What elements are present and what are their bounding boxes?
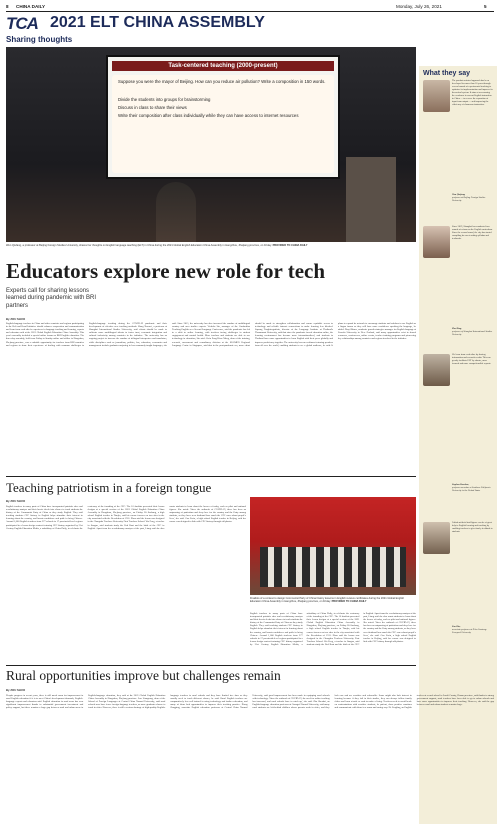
section-heading: Sharing thoughts <box>6 35 73 44</box>
patriotism-article-body: English teachers in many parts of China have incorporated patriotic sites and revolutionary martyrs and their heroic deeds into classes to teach students the history of the Communist Party of China as they study English. They said teaching students CPC history in English helps stimulate their interest in learning about the country, and boosts confidence and pride in being Chinese. Around 1,000 English teachers from 377 schools in 17 provincial-level regions participated in a lesson design contest featuring CPC history organized by 21st Century English Education Media, a subsidiary of China Daily, to celebrate the centenary of the founding of the CPC. The 16 finalists presented their lesson designs at a special session of the 2021 Global English Education China Assembly in Hangzhou, Zhejiang province, on Friday. Bi Jiachang, a high school English teacher in Tianjin, said his course focuses on two sites in the city associated with the Revolution of 1911. Zhou said the lesson was designed in the Changsha Teachers University First Teachers School. Wu Peng, a teacher in Jiangsu, said students study the Red Boat and the birth of the CPC in English. Apart from the revolutionary martyrs of the past, Liang said she also wants students to learn about the heroes of today, such as pilot and national figures. She noted: 'Since the outbreak of COVID-19, there has been an outpouring of patriotism and deep love for the country and the Party among students, as they have seen firsthand how much the CPC cares about people's lives,' she said. Gao Lixin, a high school English teacher in Beijing, said her course was designed to link with CPC history through old photos. <box>6 505 246 530</box>
banner-title: 2021 ELT CHINA ASSEMBLY <box>50 14 265 31</box>
slide-item: Write their composition after class individually while they can have access to internet resources <box>118 113 299 118</box>
portrait-photo <box>423 80 450 112</box>
quote-text: We learn from each other by sharing information and research results. This can greatly facilitate ELT by shorter, more focused and more comprehensible reports. <box>452 354 491 365</box>
quote-name: Zhu Bing, <box>452 328 462 330</box>
main-headline: Educators explore new role for tech <box>6 259 326 283</box>
conference-photo <box>6 47 416 242</box>
main-article-body: English-language teachers in China and other countries and regions participating in the Belt and Road Initiative should enhance cooperation and communication and learn from each other's experience in language teaching and learning, experts and educators said at the 2021 Global English Education China Assembly. This year's assembly included a special online forum on BRI English education. The three-day assembly, held from Friday to Sunday online and offline in Hangzhou, Zhejiang province, was a valuable opportunity for teachers from BRI countries and regions to share their experience of dealing with common challenges in English-language teaching during the COVID-19 pandemic and their development of effective new teaching methods. Wang Xuemei, a professor at Shanghai International Studies University, said efforts should be made to cultivate more multilingual talents to foster trust, economic integration and cultural inclusivity among countries in the initiative. The university has an ongoing project to increase the number of trilingual interpreters and translators, while disciplines such as journalism, politics, law, education, economics and management include graduates majoring in less commonly taught languages, she said. Since 2015, the university has also increased the number of multilingual country and area studies experts. Vicheka Sin, manager of the Cambodian Teaching English as a Second Language Conference, said the pandemic has led to a shift to online learning, with teachers facing challenges in student engagement and mental health. More teachers and students are able to use technology in education, Sin said. Alvin Pang Kiaw Meng, dean of the training, research, assessment and consultancy division at the SEAMEO Regional Language Centre in Singapore, said that in the post-pandemic era, more effort should be made to strengthen collaboration and ensure equitable access to technology and reliable internet connections to make learning less blocked. Supong Tangkiengsirisin, director of the Language Institute at Thailand's Thammasat University, said that since the pandemic forced education online, the learning environment has become more internationalized, and students in Thailand have more opportunities to learn English with their peers globally and improve proficiency together. The university has run webinars featuring speakers from all over the world, enabling students to see a global audience, he said. It plans to expand its network to encourage students and scholars to use English as a lingua franca so they will have more confidence speaking the language, he added. Daryl Birner, academic growth strategies manager for English language at Lincoln University in New Zealand, said many opportunities exist in shared resources, conferences, online events, teacher training programs and pioneering key relationships among countries and regions involved in the initiative. <box>6 322 416 347</box>
quote-role: professor emeritus at Southern California University in the United States <box>452 487 491 492</box>
rural-headline: Rural opportunities improve but challenges remain <box>6 668 281 683</box>
quote-name: Stephen Krashen, <box>452 484 469 486</box>
photo-credit: PROVIDED TO CHINA DAILY <box>272 244 308 247</box>
sidebar-heading: What they say <box>423 70 471 77</box>
quote-name: Zou Bin, <box>452 626 461 628</box>
finalists-photo <box>250 497 416 595</box>
finalists-group <box>260 547 406 587</box>
lectern <box>346 157 396 242</box>
section-rule <box>6 665 416 666</box>
slide-item: Suppose you were the mayor of Beijing. How can you reduce air pollution? Write a composition in 150 words. <box>118 79 326 84</box>
photo-caption <box>6 244 416 247</box>
portrait-photo <box>423 354 450 386</box>
quote-role: associate professor at Xi'an Jiaotong-Liverpool University <box>452 629 487 634</box>
quote-name: Wen Qiufang, <box>452 194 466 196</box>
slide-body <box>112 75 334 173</box>
main-byline: By ZOU SHUO <box>6 317 26 321</box>
slide-title: Task-centered teaching (2000-present) <box>112 61 334 71</box>
photo-caption <box>250 597 416 603</box>
caption-text: Wen Qiufang, a professor at Beijing Foreign Studies University, shares her thoughts on English language teaching (ELT) in China during the 2021 Global English Education China Assembly in Hangzhou, Zhejiang province, on Friday. <box>6 244 272 247</box>
newspaper-header <box>6 3 494 11</box>
quote-text: I think artificial intelligence can be of great help to English learning and teaching by enabling teachers to give timely feedback to students. <box>452 522 493 533</box>
portrait-photo <box>423 226 450 258</box>
tca-logo: TCA <box>6 14 38 33</box>
header-rule <box>6 11 494 12</box>
newspaper-name: CHINA DAILY <box>16 4 46 9</box>
presentation-screen <box>106 55 340 179</box>
assembly-banner <box>6 14 416 32</box>
patriotism-headline: Teaching patriotism in a foreign tongue <box>6 480 212 495</box>
quote-text: The product-oriented approach has been developed for more than 10 years through several rounds of experimental teaching to optimize its implementation and improve its theoretical system. It aims at overcoming the weakness in current English instruction in China — to reverse the separation of input from output — and improving the efficiency of classroom instruction. <box>452 80 493 106</box>
section-rule <box>6 476 416 477</box>
slide-item: Divide the students into groups for brainstorming <box>118 97 211 102</box>
main-subhead: Experts call for sharing lessons learned during pandemic with BRI partners <box>6 288 97 309</box>
caption-text: Finalists of a contest to design Communist Party of China history lessons in English receive certificates during the 2021 Global English Education China Assembly in Hangzhou, Zhejiang province, on Friday. <box>250 597 405 604</box>
photo-credit: PROVIDED TO CHINA DAILY <box>331 600 367 604</box>
portrait-photo <box>423 522 450 554</box>
rural-article-body: Despite progress in recent years, there is still much room for improvement in rural English education if it is to meet China's development demands, English-language experts and educators said. English education in rural areas has seen significant improvement thanks to substantial government investment and policy support, but there remains a large gap between rural and urban areas in English-language education, they said at the 2021 Global English Education China Assembly in Hangzhou, Zhejiang province. Luo Liangsong, dean of the School of Foreign Languages at Central China Normal University, said rural schools now have fewer foreign-language teachers, as more graduates choose to teach in cities. However, there is still a serious shortage of high-quality English-language teachers in rural schools and they have limited free time as they usually need to teach different classes, he said. Rural English teachers are comparatively less well trained in using technology and further education, and many of them lack opportunities to improve their teaching practice. Xiang Zongping, associate English education professor at Central China Normal University, said good improvement has been made in equipping rural schools with technology. 'Since the outbreak of COVID-19, the need for online teaching has increased, and rural schools have to catch up,' she said. Zhu Shenhai, an English-language education professor at Guangxi Normal University, said many rural students are left-behind children whose parents work in cities, and they lack care and are sensitive and vulnerable. Some might also lack interest in learning because if they fail in their studies, they can always follow family elders and learn a trade or craft to make a living. Teachers need to avoid head-on confrontations with sensitive students, be patient, show positive emotions and communicate with them in a warm and caring way. He Lingling, an English teacher at a rural school in Loudi County, Hunan province, said thanks to strong government support, rural teachers have been able to go to urban schools and have more opportunities to improve their teaching. However, she said the gap between rural and urban students remains large. <box>6 694 494 710</box>
patriotism-byline: By ZOU SHUO <box>6 499 26 503</box>
patriotism-article-continued: English teachers in many parts of China have incorporated patriotic sites and revolutionary martyrs and their heroic deeds into classes to teach students the history of the Communist Party of China as they study English. They said teaching students CPC history in English helps stimulate their interest in learning about the country, and boosts confidence and pride in being Chinese. Around 1,000 English teachers from 377 schools in 17 provincial-level regions participated in a lesson design contest featuring CPC history organized by 21st Century English Education Media, a subsidiary of China Daily, to celebrate the centenary of the founding of the CPC. The 16 finalists presented their lesson designs at a special session of the 2021 Global English Education China Assembly in Hangzhou, Zhejiang province, on Friday. Bi Jiachang, a high school English teacher in Tianjin, said his course focuses on two sites in the city associated with the Revolution of 1911. Zhou said the lesson was designed in the Changsha Teachers University First Teachers School. Wu Peng, a teacher in Jiangsu, said students study the Red Boat and the birth of the CPC in English. Apart from the revolutionary martyrs of the past, Liang said she also wants students to learn about the heroes of today, such as pilot and national figures. She noted: 'Since the outbreak of COVID-19, there has been an outpouring of patriotism and deep love for the country and the Party among students, as they have seen firsthand how much the CPC cares about people's lives,' she said. Gao Lixin, a high school English teacher in Beijing, said her course was designed to link with CPC history through old photos. <box>250 612 416 646</box>
quote-text: Since 2019, Shanghai has conducted two rounds of reform on the English curriculum. Since the second round, the city has started compiling its own teaching syllabus and textbooks. <box>452 226 493 240</box>
page-number: 8 <box>6 4 9 9</box>
page-number-right: 5 <box>484 4 487 9</box>
quote-role: professor of Shanghai International Studies University <box>452 331 493 336</box>
quote-role: professor at Beijing Foreign Studies University <box>452 197 486 202</box>
issue-date: Monday, July 26, 2021 <box>396 4 442 9</box>
speaker-figure <box>156 182 196 242</box>
rural-byline: By ZOU SHUO <box>6 688 26 692</box>
slide-item: Discuss in class to share their views <box>118 105 187 110</box>
